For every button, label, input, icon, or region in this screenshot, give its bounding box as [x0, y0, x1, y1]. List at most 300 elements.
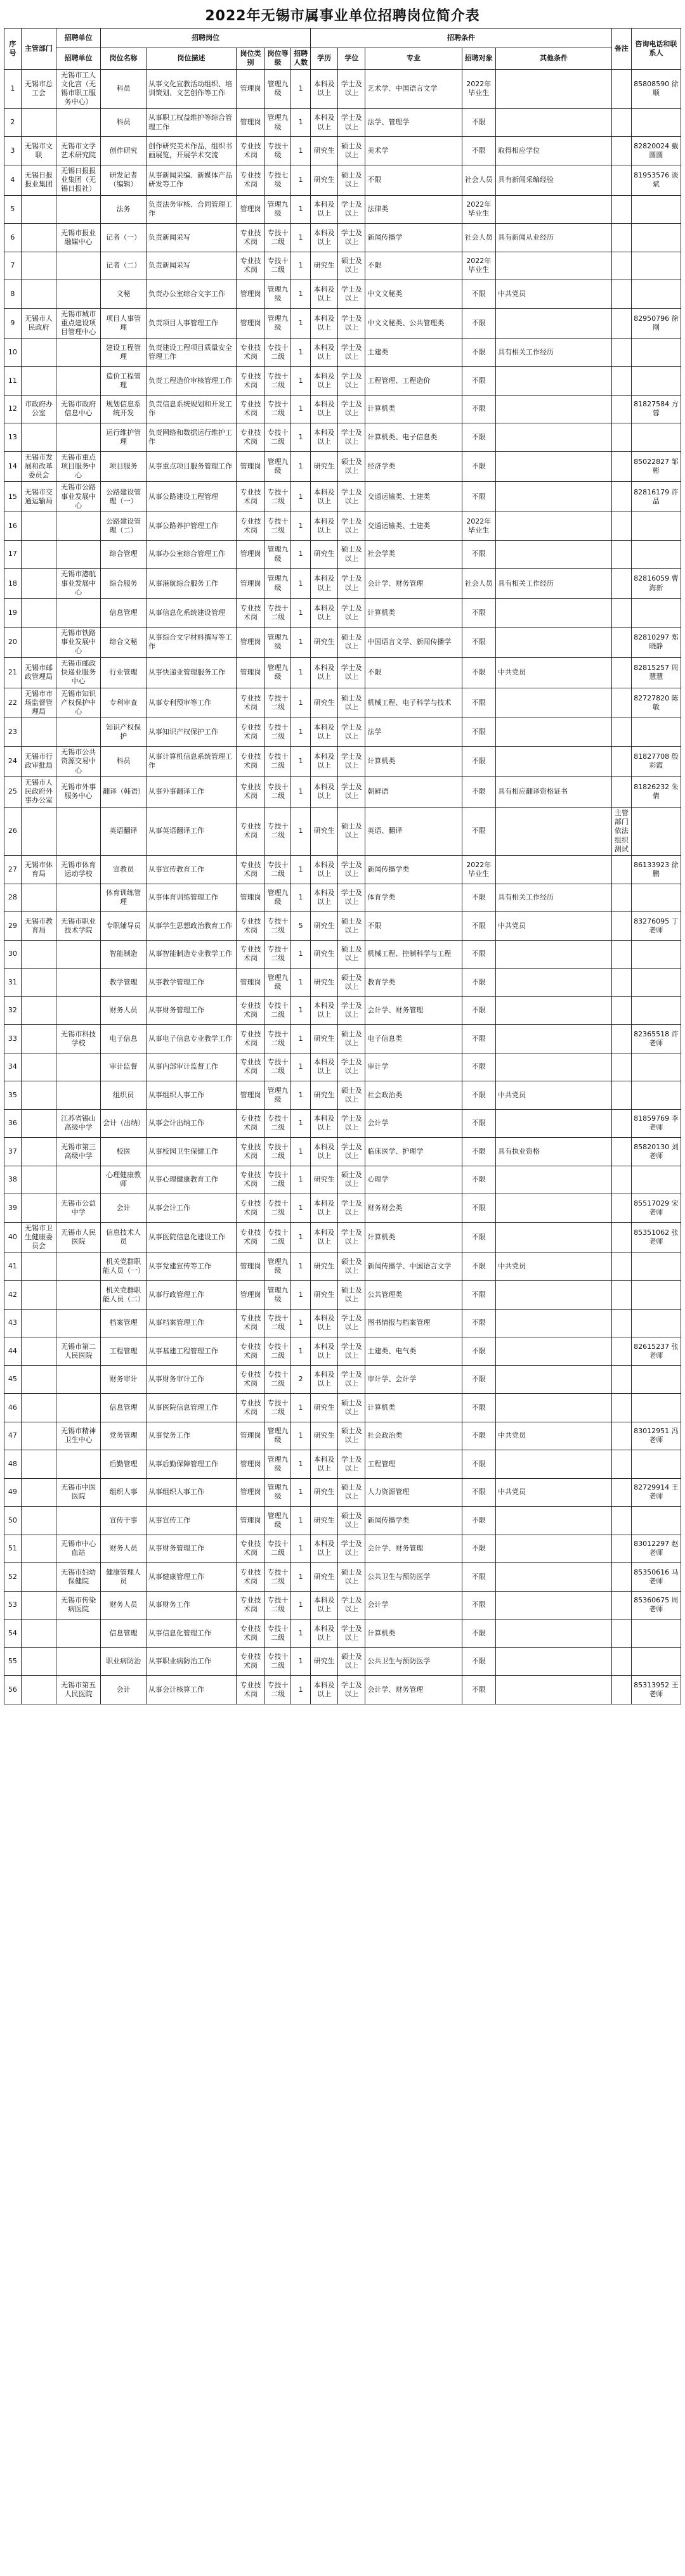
cell-contact: 82815257 周慧慧 [631, 657, 681, 688]
cell-note [611, 884, 631, 912]
cell-education: 本科及以上 [311, 224, 338, 252]
cell-post-level: 管理九级 [265, 1422, 291, 1450]
cell-index: 27 [4, 856, 22, 884]
cell-major: 交通运输类、土建类 [365, 482, 462, 512]
cell-count: 1 [291, 1053, 311, 1081]
cell-contact [631, 1620, 681, 1648]
cell-department [21, 1166, 56, 1194]
cell-education: 本科及以上 [311, 776, 338, 807]
cell-note [611, 688, 631, 718]
cell-unit: 无锡市铁路事业发展中心 [56, 627, 101, 657]
cell-education: 本科及以上 [311, 338, 338, 367]
cell-contact [631, 996, 681, 1025]
cell-contact: 82365518 许老师 [631, 1025, 681, 1053]
table-row [4, 627, 681, 657]
cell-contact [631, 807, 681, 855]
cell-note [611, 280, 631, 309]
cell-post-desc: 从事党务工作 [147, 1422, 237, 1450]
cell-department: 无锡日报报业集团 [21, 165, 56, 195]
cell-degree: 学士及以上 [338, 856, 365, 884]
cell-degree: 学士及以上 [338, 776, 365, 807]
cell-post-name: 财务人员 [101, 1591, 147, 1620]
cell-post-name: 造价工程管理 [101, 367, 147, 396]
cell-degree: 硕士及以上 [338, 969, 365, 997]
table-row [4, 195, 681, 224]
cell-major: 美术学 [365, 137, 462, 165]
cell-note [611, 195, 631, 224]
cell-count: 1 [291, 996, 311, 1025]
cell-target: 2022年毕业生 [462, 195, 495, 224]
cell-degree: 学士及以上 [338, 69, 365, 108]
table-row [4, 807, 681, 855]
cell-post-type: 管理岗 [236, 1081, 264, 1110]
cell-note [611, 856, 631, 884]
cell-count: 1 [291, 1591, 311, 1620]
cell-post-type: 管理岗 [236, 195, 264, 224]
cell-education: 研究生 [311, 165, 338, 195]
cell-target: 不限 [462, 1563, 495, 1592]
cell-post-name: 财务人员 [101, 996, 147, 1025]
cell-degree: 学士及以上 [338, 1676, 365, 1704]
cell-post-type: 管理岗 [236, 69, 264, 108]
cell-note [611, 224, 631, 252]
cell-post-type: 专业技术岗 [236, 224, 264, 252]
cell-major: 中文文秘类、公共管理类 [365, 308, 462, 338]
cell-target: 2022年毕业生 [462, 69, 495, 108]
header-post-level: 岗位等级 [265, 48, 291, 70]
cell-post-desc: 从事健康管理工作 [147, 1563, 237, 1592]
cell-target: 不限 [462, 1025, 495, 1053]
table-row [4, 776, 681, 807]
cell-post-desc: 从事信息化管理工作 [147, 1620, 237, 1648]
cell-post-type: 管理岗 [236, 1281, 264, 1310]
cell-department [21, 718, 56, 747]
cell-post-name: 党务管理 [101, 1422, 147, 1450]
table-row [4, 657, 681, 688]
cell-note [611, 423, 631, 452]
cell-other [495, 1450, 611, 1479]
cell-post-level: 专技十二级 [265, 1309, 291, 1337]
cell-target: 不限 [462, 776, 495, 807]
cell-department [21, 512, 56, 541]
cell-note [611, 940, 631, 969]
cell-major: 社会政治类 [365, 1422, 462, 1450]
cell-post-level: 管理九级 [265, 69, 291, 108]
table-row [4, 224, 681, 252]
cell-education: 研究生 [311, 807, 338, 855]
cell-post-level: 管理九级 [265, 1478, 291, 1507]
cell-post-type: 专业技术岗 [236, 1194, 264, 1223]
cell-major: 审计学 [365, 1053, 462, 1081]
cell-degree: 学士及以上 [338, 1053, 365, 1081]
cell-index: 35 [4, 1081, 22, 1110]
cell-post-desc: 从事心理健康教育工作 [147, 1166, 237, 1194]
cell-post-level: 专技十二级 [265, 224, 291, 252]
cell-other [495, 1507, 611, 1535]
cell-degree: 学士及以上 [338, 569, 365, 599]
table-row [4, 1647, 681, 1676]
cell-other [495, 856, 611, 884]
cell-department [21, 1053, 56, 1081]
cell-post-type: 专业技术岗 [236, 1222, 264, 1253]
cell-unit: 无锡市体育运动学校 [56, 856, 101, 884]
cell-post-name: 教学管理 [101, 969, 147, 997]
cell-post-desc: 从事综合文字材料撰写等工作 [147, 627, 237, 657]
cell-post-desc: 从事英语翻译工作 [147, 807, 237, 855]
cell-post-type: 专业技术岗 [236, 1138, 264, 1166]
cell-post-type: 专业技术岗 [236, 856, 264, 884]
cell-note [611, 1309, 631, 1337]
cell-major: 中国语言文学、新闻传播学 [365, 627, 462, 657]
cell-unit: 无锡市公路事业发展中心 [56, 482, 101, 512]
cell-degree: 硕士及以上 [338, 1478, 365, 1507]
cell-other [495, 688, 611, 718]
cell-post-name: 文秘 [101, 280, 147, 309]
header-contact: 咨询电话和联系人 [631, 29, 681, 70]
table-row [4, 451, 681, 482]
cell-education: 本科及以上 [311, 569, 338, 599]
table-row [4, 996, 681, 1025]
cell-index: 29 [4, 912, 22, 941]
cell-post-desc: 从事新闻采编、新媒体产品研发等工作 [147, 165, 237, 195]
header-group-post: 招聘岗位 [101, 29, 311, 48]
header-note: 备注 [611, 29, 631, 70]
cell-note [611, 137, 631, 165]
cell-post-name: 智能制造 [101, 940, 147, 969]
cell-post-type: 专业技术岗 [236, 1394, 264, 1422]
cell-post-desc: 负责项目人事管理工作 [147, 308, 237, 338]
cell-education: 本科及以上 [311, 280, 338, 309]
cell-degree: 学士及以上 [338, 1109, 365, 1138]
cell-contact: 81859769 李老师 [631, 1109, 681, 1138]
cell-note [611, 776, 631, 807]
cell-post-type: 专业技术岗 [236, 1676, 264, 1704]
cell-unit: 无锡市第三高级中学 [56, 1138, 101, 1166]
cell-post-name: 综合服务 [101, 569, 147, 599]
cell-major: 计算机类、电子信息类 [365, 423, 462, 452]
cell-target: 不限 [462, 1222, 495, 1253]
cell-contact: 82820024 戴圆圆 [631, 137, 681, 165]
cell-post-desc: 负责建设工程项目质量安全管理工作 [147, 338, 237, 367]
header-group-unit: 招聘单位 [56, 29, 101, 48]
cell-index: 8 [4, 280, 22, 309]
cell-major: 英语、翻译 [365, 807, 462, 855]
cell-post-desc: 从事电子信息专业教学工作 [147, 1025, 237, 1053]
table-row [4, 108, 681, 137]
cell-post-desc: 负责新闻采写 [147, 252, 237, 280]
cell-post-desc: 从事外事翻译工作 [147, 776, 237, 807]
cell-note [611, 1053, 631, 1081]
cell-unit: 无锡市传染病医院 [56, 1591, 101, 1620]
cell-degree: 学士及以上 [338, 1365, 365, 1394]
cell-education: 本科及以上 [311, 308, 338, 338]
table-row [4, 1337, 681, 1366]
cell-education: 本科及以上 [311, 1620, 338, 1648]
cell-department: 无锡市卫生健康委员会 [21, 1222, 56, 1253]
cell-unit [56, 1309, 101, 1337]
cell-index: 45 [4, 1365, 22, 1394]
cell-post-type: 专业技术岗 [236, 1535, 264, 1563]
cell-post-type: 专业技术岗 [236, 1309, 264, 1337]
cell-count: 1 [291, 627, 311, 657]
cell-target: 不限 [462, 657, 495, 688]
cell-degree: 硕士及以上 [338, 912, 365, 941]
cell-count: 1 [291, 1422, 311, 1450]
cell-post-desc: 从事专利预审等工作 [147, 688, 237, 718]
cell-department [21, 1081, 56, 1110]
cell-unit: 无锡市科技学校 [56, 1025, 101, 1053]
cell-index: 41 [4, 1253, 22, 1281]
cell-other: 具有新闻从业经历 [495, 224, 611, 252]
cell-post-desc: 从事快递业管理服务工作 [147, 657, 237, 688]
cell-education: 本科及以上 [311, 718, 338, 747]
table-row [4, 1478, 681, 1507]
cell-index: 18 [4, 569, 22, 599]
cell-department [21, 940, 56, 969]
cell-index: 52 [4, 1563, 22, 1592]
cell-unit: 无锡市第二人民医院 [56, 1337, 101, 1366]
cell-major: 图书情报与档案管理 [365, 1309, 462, 1337]
cell-department [21, 969, 56, 997]
cell-department [21, 1591, 56, 1620]
cell-unit [56, 1450, 101, 1479]
table-row [4, 367, 681, 396]
cell-education: 研究生 [311, 940, 338, 969]
cell-index: 26 [4, 807, 22, 855]
cell-unit [56, 996, 101, 1025]
cell-degree: 硕士及以上 [338, 688, 365, 718]
cell-target: 不限 [462, 1109, 495, 1138]
table-row [4, 1676, 681, 1704]
table-row [4, 1507, 681, 1535]
cell-education: 研究生 [311, 1025, 338, 1053]
cell-post-type: 管理岗 [236, 1253, 264, 1281]
cell-other: 中共党员 [495, 1422, 611, 1450]
cell-department [21, 1281, 56, 1310]
cell-major: 心理学 [365, 1166, 462, 1194]
cell-education: 本科及以上 [311, 1450, 338, 1479]
cell-count: 1 [291, 224, 311, 252]
cell-major: 计算机类 [365, 746, 462, 776]
cell-contact [631, 718, 681, 747]
cell-index: 30 [4, 940, 22, 969]
cell-post-level: 专技七级 [265, 165, 291, 195]
cell-degree: 学士及以上 [338, 1450, 365, 1479]
cell-other: 中共党员 [495, 1253, 611, 1281]
cell-count: 1 [291, 940, 311, 969]
cell-note [611, 540, 631, 569]
cell-index: 38 [4, 1166, 22, 1194]
cell-target: 不限 [462, 718, 495, 747]
cell-unit [56, 718, 101, 747]
cell-contact [631, 1281, 681, 1310]
cell-count: 1 [291, 512, 311, 541]
table-row [4, 1535, 681, 1563]
cell-degree: 学士及以上 [338, 482, 365, 512]
cell-degree: 学士及以上 [338, 280, 365, 309]
cell-post-desc: 从事体育训练管理工作 [147, 884, 237, 912]
table-row [4, 1620, 681, 1648]
cell-count: 1 [291, 252, 311, 280]
cell-other [495, 1194, 611, 1223]
cell-other [495, 1337, 611, 1366]
header-count: 招聘人数 [291, 48, 311, 70]
header-target: 招聘对象 [462, 48, 495, 70]
cell-contact [631, 195, 681, 224]
cell-count: 5 [291, 912, 311, 941]
cell-index: 6 [4, 224, 22, 252]
cell-other [495, 69, 611, 108]
cell-post-type: 管理岗 [236, 657, 264, 688]
cell-index: 47 [4, 1422, 22, 1450]
cell-department: 市政府办公室 [21, 395, 56, 423]
cell-count: 1 [291, 195, 311, 224]
cell-education: 研究生 [311, 1394, 338, 1422]
table-row [4, 940, 681, 969]
cell-other [495, 1281, 611, 1310]
cell-post-name: 机关党群职能人员（二） [101, 1281, 147, 1310]
cell-unit [56, 1507, 101, 1535]
cell-note [611, 1422, 631, 1450]
cell-post-type: 管理岗 [236, 451, 264, 482]
cell-post-name: 专职辅导员 [101, 912, 147, 941]
table-row [4, 1422, 681, 1450]
cell-index: 40 [4, 1222, 22, 1253]
cell-post-name: 信息管理 [101, 1394, 147, 1422]
cell-education: 本科及以上 [311, 482, 338, 512]
cell-major: 公共管理类 [365, 1281, 462, 1310]
table-row [4, 540, 681, 569]
cell-note [611, 395, 631, 423]
cell-note [611, 482, 631, 512]
cell-index: 25 [4, 776, 22, 807]
cell-contact: 82615237 张老师 [631, 1337, 681, 1366]
cell-target: 不限 [462, 423, 495, 452]
cell-post-level: 专技十二级 [265, 1166, 291, 1194]
cell-post-type: 专业技术岗 [236, 512, 264, 541]
cell-index: 50 [4, 1507, 22, 1535]
cell-index: 48 [4, 1450, 22, 1479]
cell-other: 中共党员 [495, 912, 611, 941]
cell-count: 1 [291, 1450, 311, 1479]
cell-unit [56, 108, 101, 137]
cell-target: 不限 [462, 280, 495, 309]
cell-unit: 无锡市港航事业发展中心 [56, 569, 101, 599]
cell-index: 28 [4, 884, 22, 912]
cell-target: 不限 [462, 940, 495, 969]
cell-department: 无锡市行政审批局 [21, 746, 56, 776]
cell-major: 机械工程、电子科学与技术 [365, 688, 462, 718]
cell-degree: 硕士及以上 [338, 1422, 365, 1450]
cell-other [495, 1365, 611, 1394]
cell-post-type: 管理岗 [236, 1422, 264, 1450]
cell-unit [56, 807, 101, 855]
cell-unit [56, 512, 101, 541]
cell-education: 本科及以上 [311, 1535, 338, 1563]
cell-target: 不限 [462, 1507, 495, 1535]
cell-count: 1 [291, 1507, 311, 1535]
cell-target: 不限 [462, 451, 495, 482]
cell-note [611, 1025, 631, 1053]
cell-index: 44 [4, 1337, 22, 1366]
cell-major: 会计学、财务管理 [365, 569, 462, 599]
cell-degree: 学士及以上 [338, 884, 365, 912]
cell-index: 1 [4, 69, 22, 108]
cell-post-type: 管理岗 [236, 627, 264, 657]
cell-other [495, 1676, 611, 1704]
header-post-desc: 岗位描述 [147, 48, 237, 70]
cell-other [495, 367, 611, 396]
cell-education: 本科及以上 [311, 69, 338, 108]
cell-target: 不限 [462, 1422, 495, 1450]
cell-contact: 83012951 冯老师 [631, 1422, 681, 1450]
header-unit: 招聘单位 [56, 48, 101, 70]
cell-contact: 82810297 郑晓静 [631, 627, 681, 657]
cell-target: 不限 [462, 1394, 495, 1422]
cell-post-type: 专业技术岗 [236, 1109, 264, 1138]
table-row [4, 338, 681, 367]
cell-note [611, 1535, 631, 1563]
cell-department: 无锡市邮政管理局 [21, 657, 56, 688]
cell-education: 研究生 [311, 137, 338, 165]
cell-major: 临床医学、护理学 [365, 1138, 462, 1166]
cell-other: 具有新闻采编经验 [495, 165, 611, 195]
cell-department [21, 1676, 56, 1704]
cell-target: 不限 [462, 969, 495, 997]
cell-major: 法学 [365, 718, 462, 747]
cell-index: 56 [4, 1676, 22, 1704]
cell-count: 1 [291, 1563, 311, 1592]
cell-note [611, 569, 631, 599]
cell-post-name: 校医 [101, 1138, 147, 1166]
cell-post-desc: 从事党建宣传等工作 [147, 1253, 237, 1281]
cell-degree: 学士及以上 [338, 657, 365, 688]
cell-post-desc: 从事组织人事工作 [147, 1081, 237, 1110]
cell-target: 不限 [462, 1647, 495, 1676]
cell-post-name: 公路建设管理（二） [101, 512, 147, 541]
table-row [4, 912, 681, 941]
cell-department [21, 1563, 56, 1592]
cell-index: 54 [4, 1620, 22, 1648]
cell-note [611, 1676, 631, 1704]
cell-target: 不限 [462, 1450, 495, 1479]
cell-note [611, 108, 631, 137]
cell-post-name: 综合文秘 [101, 627, 147, 657]
cell-post-desc: 从事会计核算工作 [147, 1676, 237, 1704]
cell-other [495, 599, 611, 628]
cell-major: 工程管理、工程造价 [365, 367, 462, 396]
cell-count: 1 [291, 1081, 311, 1110]
cell-post-desc: 从事职工权益维护等综合管理工作 [147, 108, 237, 137]
cell-count: 1 [291, 1337, 311, 1366]
cell-department [21, 1138, 56, 1166]
cell-other [495, 1109, 611, 1138]
cell-contact: 85313952 王老师 [631, 1676, 681, 1704]
cell-target: 不限 [462, 884, 495, 912]
cell-education: 本科及以上 [311, 1109, 338, 1138]
cell-education: 本科及以上 [311, 1337, 338, 1366]
cell-other: 具有相关工作经历 [495, 569, 611, 599]
cell-department [21, 540, 56, 569]
cell-note [611, 1478, 631, 1507]
cell-degree: 学士及以上 [338, 308, 365, 338]
cell-major: 会计学 [365, 1591, 462, 1620]
cell-post-type: 专业技术岗 [236, 395, 264, 423]
table-row [4, 1222, 681, 1253]
cell-contact: 82816059 曹海新 [631, 569, 681, 599]
table-row [4, 884, 681, 912]
table-row [4, 165, 681, 195]
